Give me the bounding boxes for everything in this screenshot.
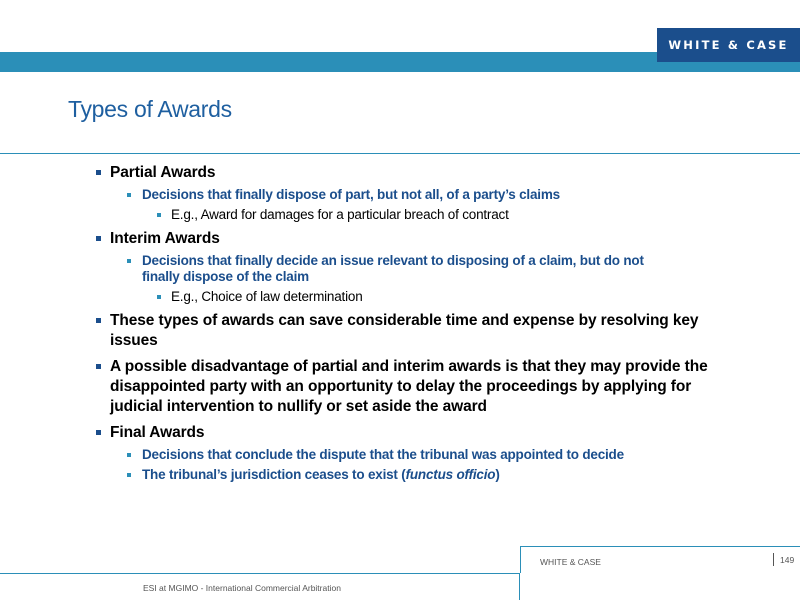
bullet-savings [96,311,736,351]
sub-bullet-final-definition [96,447,736,463]
square-bullet-icon [127,259,131,263]
square-bullet-icon [127,193,131,197]
square-bullet-icon [157,295,161,299]
final-awards-definition: Decisions that conclude the dispute that the tribunal was appointed to decide [142,447,624,462]
page-number: 149 [780,555,795,565]
savings-point: These types of awards can save considerable time and expense by resolving key issues [110,312,699,349]
footer-course-label: ESI at MGIMO - International Commercial Arbitration [143,583,341,593]
sub-sub-bullet-partial-example [96,207,736,223]
sub-bullet-partial-definition [96,187,736,203]
square-bullet-icon [157,213,161,217]
slide-title: Types of Awards [68,96,232,122]
sub-bullet-final-jurisdiction [96,467,736,483]
square-bullet-icon [96,236,101,241]
interim-awards-heading: Interim Awards [110,230,220,247]
square-bullet-icon [96,364,101,369]
footer-separator [773,553,774,566]
square-bullet-icon [127,453,131,457]
slide-content [96,163,736,483]
interim-awards-example: E.g., Choice of law determination [171,289,363,304]
bullet-disadvantage [96,357,736,417]
bullet-final-awards [96,423,736,483]
title-divider [0,153,800,154]
sub-sub-bullet-interim-example [96,289,736,305]
functus-officio-term: functus officio [405,467,496,482]
white-case-logo [657,28,800,62]
jurisdiction-suffix: ) [495,467,500,482]
sub-bullet-interim-definition [96,253,736,285]
bullet-partial-awards [96,163,736,223]
partial-awards-heading: Partial Awards [110,164,216,181]
square-bullet-icon [127,473,131,477]
logo-text: WHITE & CASE [668,38,789,52]
disadvantage-point: A possible disadvantage of partial and interim awards is that they may provide the disappointed party with an opportunity to delay the proceedings by applying for judicial intervention to nullify or set aside the award [110,358,708,415]
footer-brand: WHITE & CASE [540,557,601,567]
square-bullet-icon [96,430,101,435]
jurisdiction-prefix: The tribunal’s jurisdiction ceases to exist ( [142,467,406,482]
partial-awards-example: E.g., Award for damages for a particular breach of contract [171,207,509,222]
interim-awards-definition: Decisions that finally decide an issue relevant to disposing of a claim, but do not finally dispose of the claim [142,253,644,284]
square-bullet-icon [96,318,101,323]
bullet-interim-awards [96,229,736,305]
partial-awards-definition: Decisions that finally dispose of part, but not all, of a party’s claims [142,187,560,202]
square-bullet-icon [96,170,101,175]
final-awards-heading: Final Awards [110,424,205,441]
